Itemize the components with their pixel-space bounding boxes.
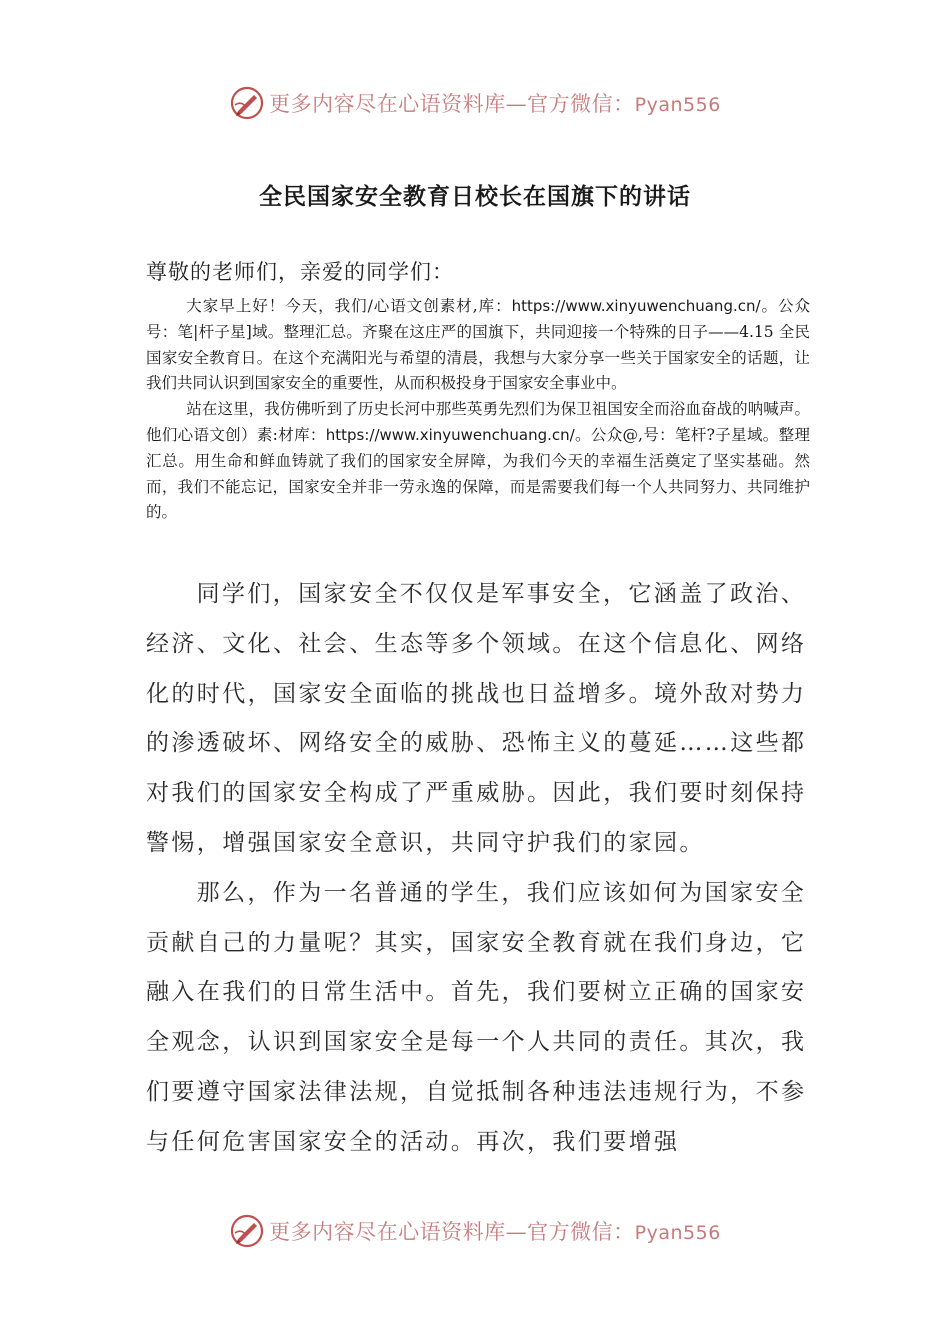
- footer-watermark-banner: [0, 1206, 950, 1256]
- pen-logo-icon: [229, 1213, 265, 1249]
- small-paragraph: 站在这里，我仿佛听到了历史长河中那些英勇先烈们为保卫祖国安全而浴血奋战的呐喊声。他们心语文创）素:材库：https://www.xinyuwenchuang.cn/。公众@,号：笔杆?子星域。整理汇总。用生命和鲜血铸就了我们的国家安全屏障，为我们今天的幸福生活奠定了坚实基础。然而，我们不能忘记，国家安全并非一劳永逸的保障，而是需要我们每一个人共同努力、共同维护的。: [146, 400, 810, 522]
- url-text: https://www.xinyuwenchuang.cn/: [511, 297, 761, 315]
- header-watermark-banner: [0, 78, 950, 128]
- small-text-block: [146, 294, 810, 526]
- footer-watermark-text: 更多内容尽在心语资料库—官方微信：Pyan556: [269, 1220, 721, 1244]
- body-paragraph: 同学们，国家安全不仅仅是军事安全，它涵盖了政治、经济、文化、社会、生态等多个领域。在这个信息化、网络化的时代，国家安全面临的挑战也日益增多。境外敌对势力的渗透破坏、网络安全的威胁、恐怖主义的蔓延……这些都对我们的国家安全构成了严重威胁。因此，我们要时刻保持警惕，增强国家安全意识，共同守护我们的家园。: [146, 581, 807, 856]
- salutation: 尊敬的老师们，亲爱的同学们：: [146, 260, 454, 284]
- url-text: https://www.xinyuwenchuang.cn/: [325, 425, 575, 444]
- document-title: 全民国家安全教育日校长在国旗下的讲话: [259, 184, 691, 210]
- header-watermark-text: 更多内容尽在心语资料库—官方微信：Pyan556: [269, 92, 721, 116]
- small-paragraph: 大家早上好！今天，我们/心语文创素材,库：https://www.xinyuwenchuang.cn/。公众号：笔|杆子星]域。整理汇总。齐聚在这庄严的国旗下，共同迎接一个特殊的日子——4.15 全民国家安全教育日。在这个充满阳光与希望的清晨，我想与大家分享一些关于国家安全的话题，让我们共同认识到国家安全的重要性，从而积极投身于国家安全事业中。: [146, 297, 810, 393]
- pen-logo-icon: [229, 85, 265, 121]
- large-text-block: [146, 570, 810, 1168]
- body-paragraph: 那么，作为一名普通的学生，我们应该如何为国家安全贡献自己的力量呢？其实，国家安全教育就在我们身边，它融入在我们的日常生活中。首先，我们要树立正确的国家安全观念，认识到国家安全是每一个人共同的责任。其次，我们要遵守国家法律法规，自觉抵制各种违法违规行为，不参与任何危害国家安全的活动。再次，我们要增强: [146, 879, 807, 1155]
